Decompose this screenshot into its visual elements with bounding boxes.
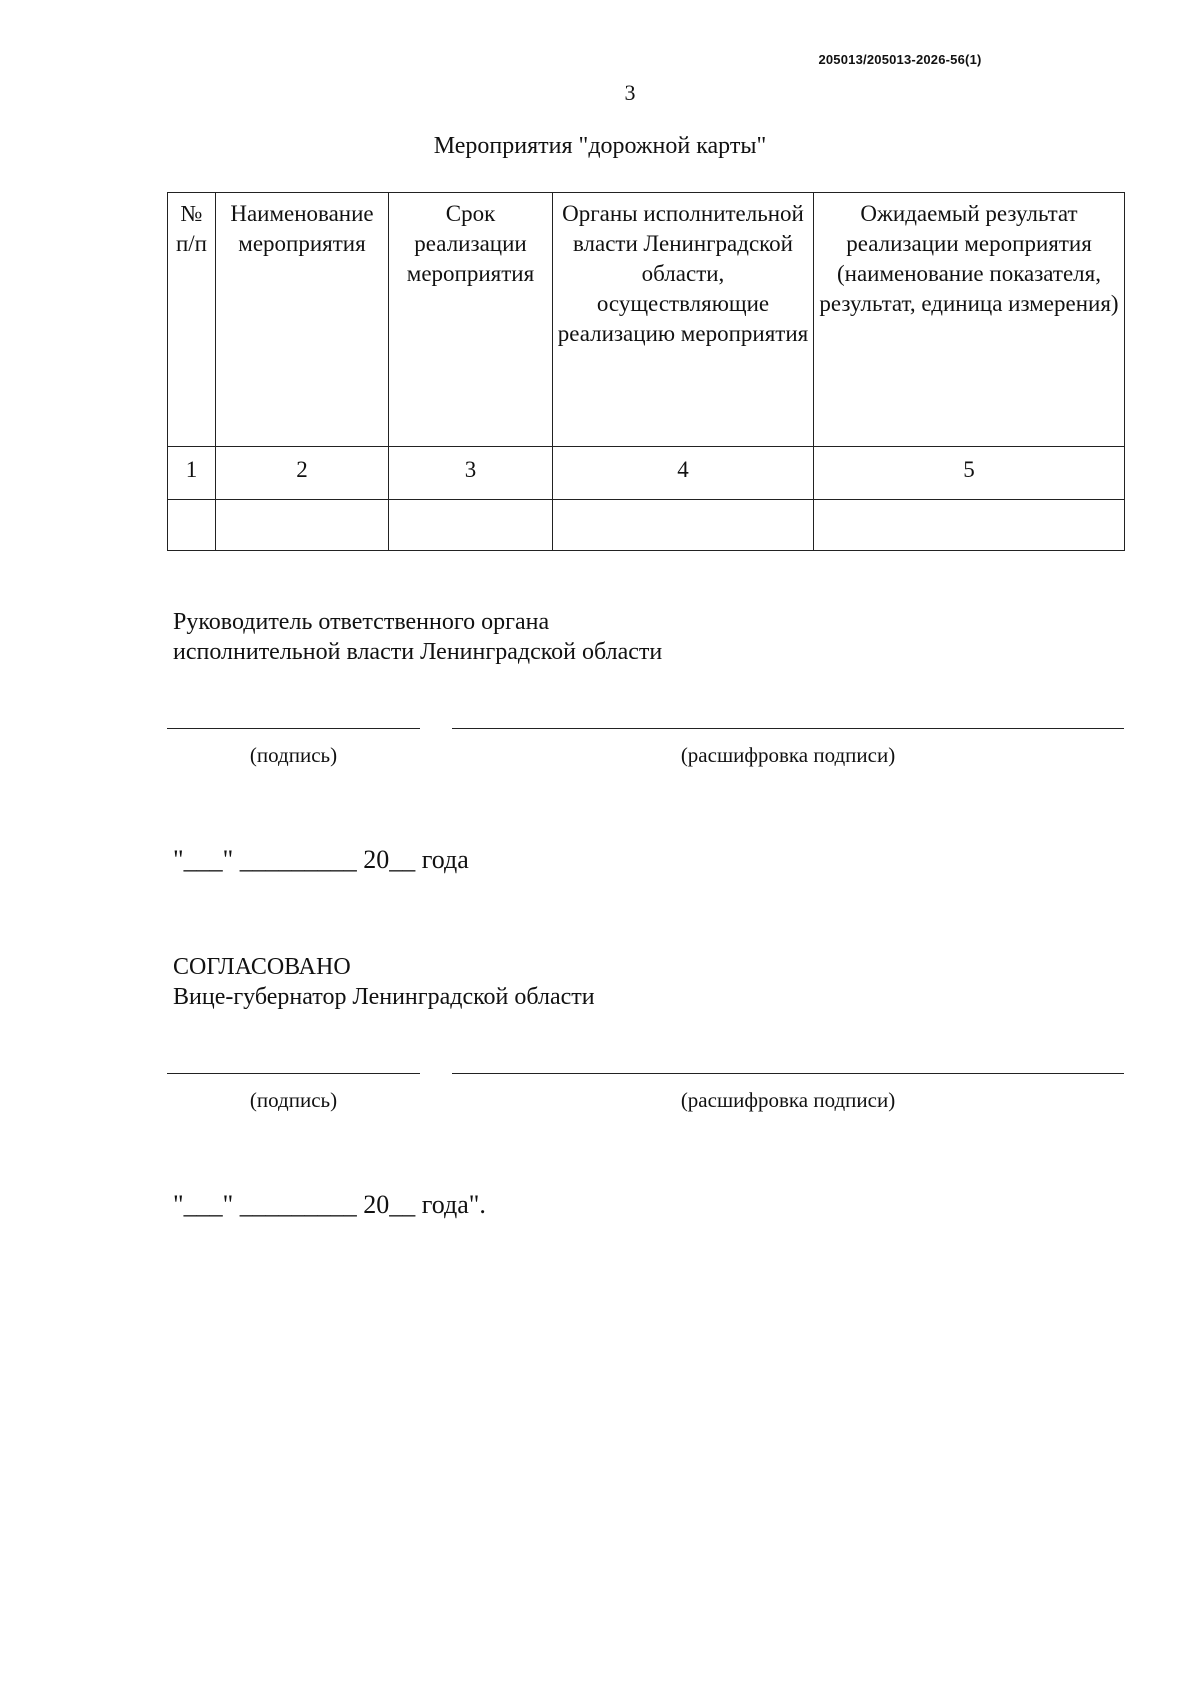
page-number: 3 <box>624 80 636 105</box>
column-header-executive-bodies: Органы исполнительной власти Ленинградской области, осуществляющие реализацию мероприятия <box>553 193 814 447</box>
signature-decoding-caption: (расшифровка подписи) <box>680 1088 896 1112</box>
approval-heading: СОГЛАСОВАНО <box>173 954 351 980</box>
column-number: 2 <box>216 447 389 500</box>
date-line: "___" _________ 20__ года <box>173 845 469 874</box>
signature-line <box>167 1073 420 1074</box>
roadmap-table <box>167 192 1125 551</box>
table-cell <box>814 500 1125 551</box>
signature-caption: (подпись) <box>249 1088 338 1112</box>
table-cell <box>389 500 553 551</box>
column-header-deadline: Срок реализации мероприятия <box>389 193 553 447</box>
column-numbers-row <box>168 447 1125 500</box>
signature-line <box>167 728 420 729</box>
page-title: Мероприятия "дорожной карты" <box>433 133 767 159</box>
head-title-line1: Руководитель ответственного органа <box>173 609 550 635</box>
head-title-line2: исполнительной власти Ленинградской области <box>173 639 663 665</box>
table-cell <box>553 500 814 551</box>
signature-caption: (подпись) <box>249 743 338 767</box>
column-header-number: № п/п <box>168 193 216 447</box>
column-number: 1 <box>168 447 216 500</box>
signature-decoding-caption: (расшифровка подписи) <box>680 743 896 767</box>
table-cell <box>216 500 389 551</box>
vice-governor-title: Вице-губернатор Ленинградской области <box>173 984 595 1010</box>
column-number: 3 <box>389 447 553 500</box>
column-header-expected-result: Ожидаемый результат реализации мероприятия (наименование показателя, результат, единица измерения) <box>814 193 1125 447</box>
table-header-row <box>168 193 1125 447</box>
signature-decoding-line <box>452 728 1124 729</box>
table-cell <box>168 500 216 551</box>
signature-decoding-line <box>452 1073 1124 1074</box>
table-row <box>168 500 1125 551</box>
column-number: 4 <box>553 447 814 500</box>
document-id: 205013/205013-2026-56(1) <box>818 52 982 67</box>
column-header-event-name: Наименование мероприятия <box>216 193 389 447</box>
column-number: 5 <box>814 447 1125 500</box>
date-line: "___" _________ 20__ года". <box>173 1190 486 1219</box>
